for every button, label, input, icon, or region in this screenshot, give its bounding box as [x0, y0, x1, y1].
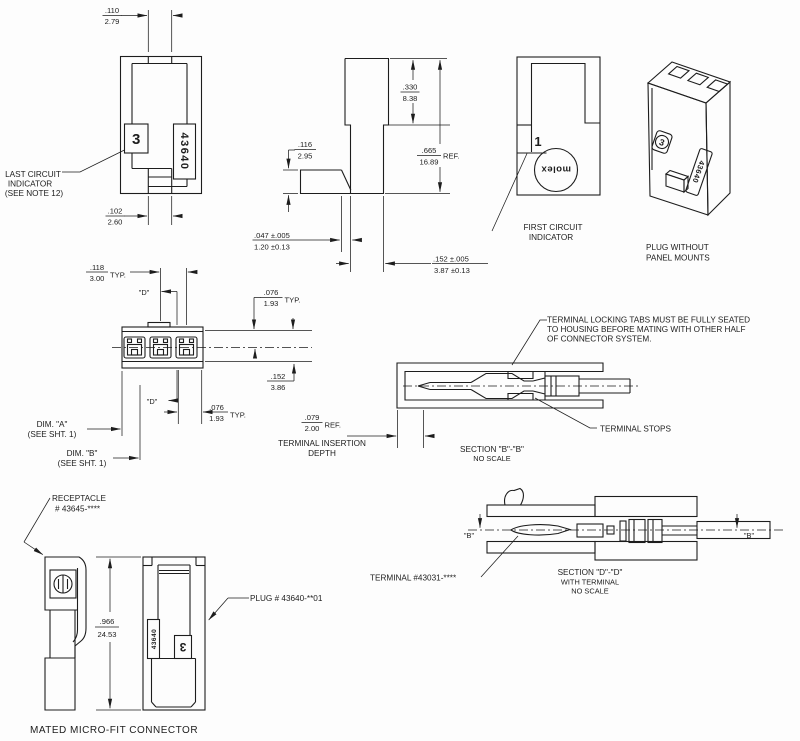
- svg-text:NO SCALE: NO SCALE: [473, 454, 511, 463]
- svg-text:"B": "B": [743, 531, 755, 540]
- terminal-in-section: [511, 520, 770, 543]
- svg-text:.330: .330: [402, 82, 418, 92]
- latch: [505, 489, 524, 506]
- svg-text:TYP.: TYP.: [230, 410, 246, 420]
- svg-text:DEPTH: DEPTH: [308, 449, 336, 458]
- dim-overall-length: [385, 60, 459, 193]
- dim-row-height: [267, 364, 294, 392]
- dim-tip-width: [336, 196, 488, 275]
- svg-text:REF.: REF.: [324, 420, 341, 430]
- receptacle-callout: [24, 494, 107, 555]
- polarization-bump: [148, 323, 170, 328]
- dim-mated-height: [95, 557, 141, 710]
- svg-text:2.00: 2.00: [304, 424, 320, 433]
- svg-text:PLUG # 43640-**01: PLUG # 43640-**01: [250, 594, 323, 603]
- part-number-vertical: 43640: [178, 132, 190, 171]
- svg-text:.152: .152: [270, 372, 286, 381]
- dim-slot-bottom: [106, 196, 183, 227]
- plug-circuit-number: 3: [179, 640, 187, 654]
- dim-wall-thickness: [253, 196, 361, 272]
- svg-text:16.89: 16.89: [419, 157, 439, 167]
- svg-text:3.00: 3.00: [89, 274, 105, 283]
- first-circuit-number: 1: [534, 134, 542, 149]
- svg-text:RECEPTACLE: RECEPTACLE: [52, 494, 106, 503]
- svg-text:TYP.: TYP.: [110, 270, 126, 280]
- svg-text:.076: .076: [263, 288, 279, 297]
- svg-text:2.79: 2.79: [104, 17, 120, 26]
- dim-a-callout: [28, 371, 122, 439]
- dim-col-offset-bottom: [164, 370, 246, 424]
- cavity-opening: [688, 73, 708, 85]
- svg-text:DIM. "A": DIM. "A": [36, 420, 68, 429]
- svg-text:(SEE NOTE 12): (SEE NOTE 12): [4, 189, 64, 198]
- svg-text:2.60: 2.60: [107, 217, 123, 227]
- svg-text:.076: .076: [209, 403, 224, 412]
- svg-text:NO SCALE: NO SCALE: [571, 586, 609, 596]
- iso-part-number: [685, 148, 712, 196]
- svg-text:DIM. "B": DIM. "B": [66, 449, 98, 458]
- svg-text:.079: .079: [304, 413, 320, 422]
- mated-caption: MATED MICRO-FIT CONNECTOR: [30, 725, 199, 736]
- section-d-d-annotations: [370, 514, 786, 596]
- svg-text:.102: .102: [107, 206, 123, 216]
- view-plug-side: [301, 59, 389, 194]
- dim-slot-top: [103, 6, 183, 52]
- svg-text:2.95: 2.95: [297, 151, 313, 161]
- locking-tab-pocket: [508, 372, 533, 379]
- cavity-opening: [669, 67, 689, 79]
- dim-row-offset-top: [205, 288, 312, 362]
- svg-text:PANEL MOUNTS: PANEL MOUNTS: [646, 253, 710, 263]
- section-b-b-annotations: [278, 316, 750, 464]
- svg-text:1.20 ±0.13: 1.20 ±0.13: [254, 242, 290, 252]
- svg-text:.665: .665: [421, 146, 437, 155]
- svg-text:.047 ±.005: .047 ±.005: [254, 231, 290, 240]
- svg-text:TERMINAL INSERTION: TERMINAL INSERTION: [278, 439, 366, 448]
- svg-text:1.93: 1.93: [263, 299, 279, 308]
- svg-text:TERMINAL #43031-****: TERMINAL #43031-****: [370, 573, 457, 583]
- svg-text:INDICATOR: INDICATOR: [528, 233, 574, 242]
- svg-text:WITH TERMINAL: WITH TERMINAL: [560, 577, 620, 587]
- view-plug-front: [122, 323, 203, 369]
- leader-line: [512, 320, 547, 365]
- view-mated-plug: [143, 557, 205, 710]
- svg-text:SECTION "B"-"B": SECTION "B"-"B": [460, 445, 524, 454]
- svg-text:TERMINAL STOPS: TERMINAL STOPS: [600, 424, 671, 434]
- dim-flange-thickness: [283, 140, 316, 212]
- leader-line: [24, 498, 50, 542]
- section-b-b-view: [397, 363, 630, 408]
- svg-text:PLUG WITHOUT: PLUG WITHOUT: [646, 243, 709, 252]
- svg-text:8.38: 8.38: [402, 94, 418, 103]
- plug-part-number-vertical: 43640: [151, 628, 158, 650]
- svg-text:"D": "D": [146, 397, 158, 406]
- svg-text:1.93: 1.93: [209, 414, 224, 423]
- last-circuit-number: 3: [132, 131, 141, 148]
- leader-line: [62, 150, 125, 172]
- svg-text:TYP.: TYP.: [284, 295, 301, 305]
- svg-text:FIRST CIRCUIT: FIRST CIRCUIT: [523, 223, 583, 232]
- svg-text:REF.: REF.: [443, 151, 460, 161]
- view-plug-isometric: [648, 62, 730, 215]
- svg-text:.966: .966: [99, 617, 115, 626]
- plug-callout: [209, 594, 323, 620]
- svg-text:(SEE SHT. 1): (SEE SHT. 1): [27, 430, 77, 439]
- svg-text:3.87 ±0.13: 3.87 ±0.13: [434, 266, 470, 275]
- molex-logo-text: molex: [541, 163, 571, 175]
- svg-text:"B": "B": [463, 531, 475, 540]
- svg-text:OF CONNECTOR SYSTEM.: OF CONNECTOR SYSTEM.: [547, 334, 652, 344]
- last-circuit-callout: [5, 150, 125, 198]
- view-first-circuit: [517, 57, 600, 195]
- view-mated-receptacle: [45, 557, 86, 710]
- svg-text:.110: .110: [104, 6, 120, 15]
- svg-text:24.53: 24.53: [97, 630, 117, 639]
- dim-b-callout: [58, 385, 140, 468]
- view-plug-rear: [121, 57, 202, 194]
- svg-text:43640: 43640: [690, 159, 707, 185]
- svg-text:# 43645-****: # 43645-****: [55, 504, 101, 514]
- svg-text:(SEE SHT. 1): (SEE SHT. 1): [57, 459, 107, 468]
- svg-text:INDICATOR: INDICATOR: [7, 179, 53, 189]
- iso-circuit-marking: [651, 130, 673, 154]
- leader-line: [535, 398, 597, 428]
- svg-text:"D": "D": [138, 288, 150, 297]
- svg-text:TO HOUSING BEFORE MATING WITH: TO HOUSING BEFORE MATING WITH OTHER HALF: [547, 325, 746, 334]
- svg-text:TERMINAL LOCKING TABS MUST BE: TERMINAL LOCKING TABS MUST BE FULLY SEATED: [547, 315, 751, 325]
- svg-text:3: 3: [657, 136, 666, 149]
- section-d-d-view: [487, 489, 770, 561]
- svg-text:.118: .118: [89, 263, 105, 272]
- svg-text:.116: .116: [297, 140, 313, 149]
- svg-text:.152 ±.005: .152 ±.005: [433, 254, 469, 264]
- leader-line: [492, 154, 527, 232]
- iso-caption: [646, 243, 710, 263]
- svg-text:LAST CIRCUIT: LAST CIRCUIT: [5, 170, 61, 179]
- svg-text:SECTION "D"-"D": SECTION "D"-"D": [557, 568, 623, 577]
- svg-text:3.86: 3.86: [270, 383, 286, 392]
- cavity-opening: [707, 80, 727, 92]
